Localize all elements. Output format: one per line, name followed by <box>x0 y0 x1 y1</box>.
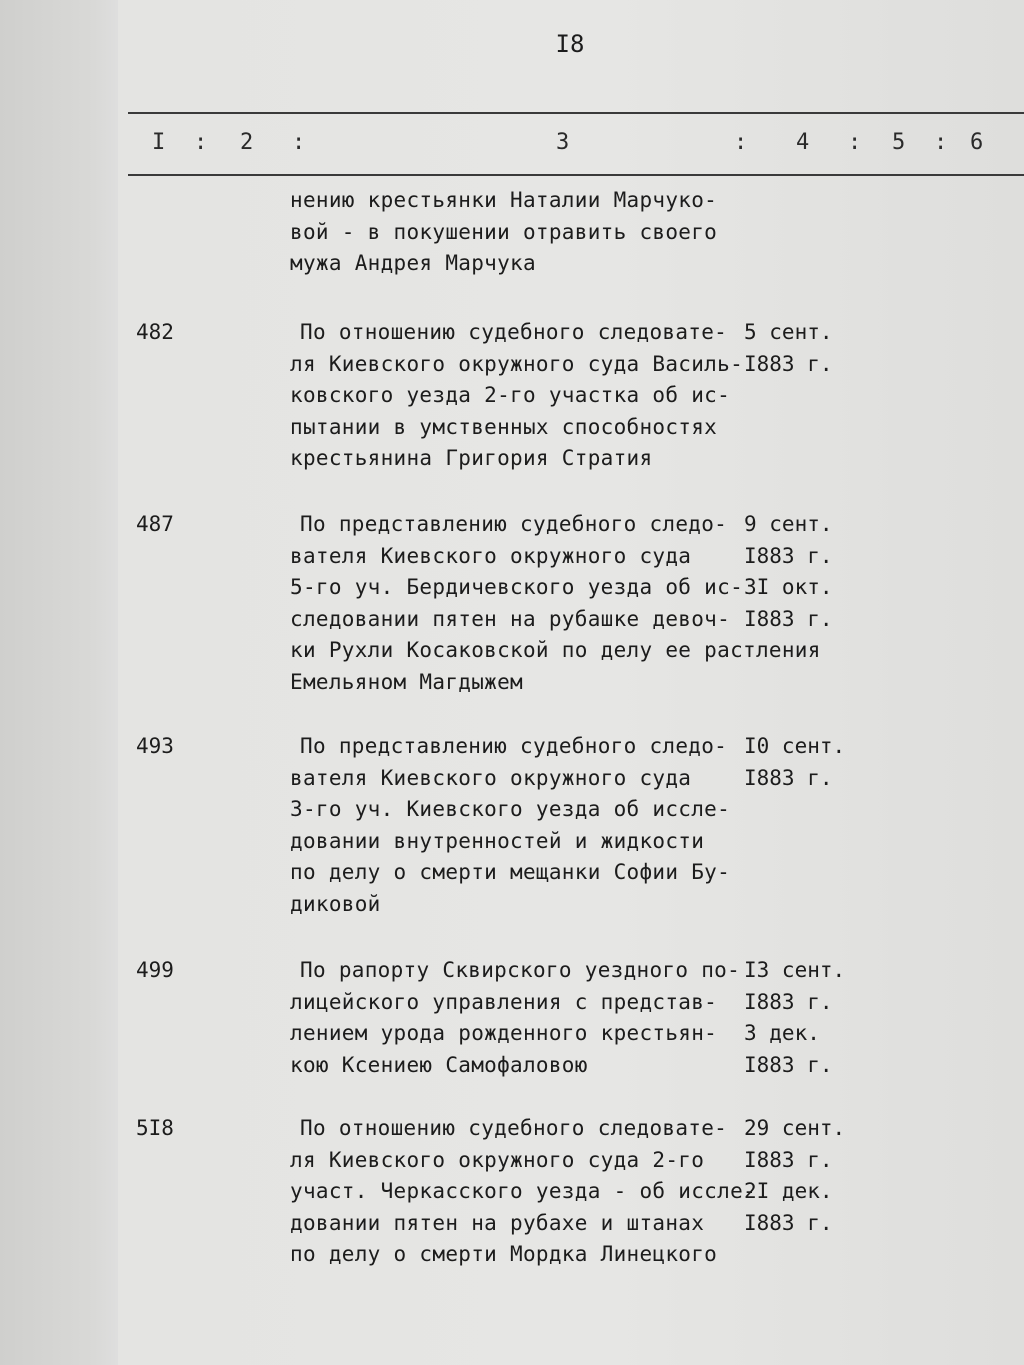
entry-description-line: вой - в покушении отравить своего <box>290 219 718 244</box>
column-separator: : <box>734 130 748 155</box>
entry-description-line: 3-го уч. Киевского уезда об иссле- <box>290 797 731 821</box>
entry-description-line: диковой <box>290 891 381 916</box>
entry-description-line: По представлению судебного следо- <box>300 734 728 758</box>
column-separator: : <box>194 130 208 155</box>
entry-description-line: нению крестьянки Наталии Марчуко- <box>290 188 718 212</box>
entry-description-line: следовании пятен на рубашке девоч- <box>290 606 731 631</box>
entry-description-line: ковского уезда 2-го участка об ис- <box>290 383 731 407</box>
column-separator: : <box>848 130 862 155</box>
entry-date: 3I окт. <box>744 575 833 599</box>
entry-date: I883 г. <box>744 765 833 790</box>
column-head-2: 2 <box>240 130 254 155</box>
column-separator: : <box>934 130 948 155</box>
entry-number: 5I8 <box>136 1116 174 1140</box>
entry-description-line: довании внутренностей и жидкости <box>290 828 705 853</box>
column-head-6: 6 <box>970 130 984 155</box>
entry-date: I883 г. <box>744 543 833 568</box>
entry-date: 3 дек. <box>744 1021 820 1045</box>
entry-description-line: ля Киевского окружного суда 2-го <box>290 1147 705 1172</box>
page-number: I8 <box>555 30 585 58</box>
entry-date: I3 сент. <box>744 958 846 982</box>
entry-description-line: По отношению судебного следовате- <box>300 320 728 344</box>
column-head-5: 5 <box>892 130 906 155</box>
header-rule-bottom <box>128 174 1024 176</box>
entry-date: I0 сент. <box>744 734 846 758</box>
entry-number: 487 <box>136 512 174 536</box>
entry-date: I883 г. <box>744 989 833 1014</box>
entry-description-line: кою Ксениею Самофаловою <box>290 1052 588 1077</box>
entry-date: 9 сент. <box>744 512 833 536</box>
column-head-4: 4 <box>796 130 810 155</box>
entry-description-line: Емельяном Магдыжем <box>290 669 523 694</box>
entry-date: I883 г. <box>744 1052 833 1077</box>
entry-description-line: по делу о смерти мещанки Софии Бу- <box>290 860 731 884</box>
entry-description-line: По отношению судебного следовате- <box>300 1116 728 1140</box>
entry-date: I883 г. <box>744 1210 833 1235</box>
entry-date: 29 сент. <box>744 1116 846 1140</box>
entry-date: 2I дек. <box>744 1179 833 1203</box>
entry-date: I883 г. <box>744 606 833 631</box>
entry-description-line: ля Киевского окружного суда Василь- <box>290 351 744 376</box>
column-separator: : <box>292 130 306 155</box>
entry-date: I883 г. <box>744 351 833 376</box>
entry-description-line: мужа Андрея Марчука <box>290 251 536 275</box>
entry-number: 499 <box>136 958 174 982</box>
entry-date: I883 г. <box>744 1147 833 1172</box>
entry-description-line: участ. Черкасского уезда - об иссле- <box>290 1179 756 1203</box>
entry-description-line: довании пятен на рубахе и штанах <box>290 1210 705 1235</box>
entry-description-line: пытании в умственных способностях <box>290 414 718 439</box>
entry-number: 482 <box>136 320 174 344</box>
binding-margin <box>0 0 118 1365</box>
entry-description-line: По представлению судебного следо- <box>300 512 728 536</box>
column-head-1: I <box>152 130 166 155</box>
entry-description-line: вателя Киевского окружного суда <box>290 543 692 568</box>
entry-description-line: лением урода рожденного крестьян- <box>290 1021 718 1045</box>
entry-description-line: По рапорту Сквирского уездного по- <box>300 958 741 982</box>
entry-number: 493 <box>136 734 174 758</box>
entry-description-line: ки Рухли Косаковской по делу ее растления <box>290 638 821 662</box>
entry-description-line: 5-го уч. Бердичевского уезда об ис- <box>290 575 744 599</box>
header-rule-top <box>128 112 1024 114</box>
entry-date: 5 сент. <box>744 320 833 344</box>
entry-description-line: крестьянина Григория Стратия <box>290 446 653 470</box>
column-head-3: 3 <box>556 130 570 155</box>
entry-description-line: лицейского управления с представ- <box>290 989 718 1014</box>
entry-description-line: вателя Киевского окружного суда <box>290 765 692 790</box>
entry-description-line: по делу о смерти Мордка Линецкого <box>290 1242 718 1266</box>
